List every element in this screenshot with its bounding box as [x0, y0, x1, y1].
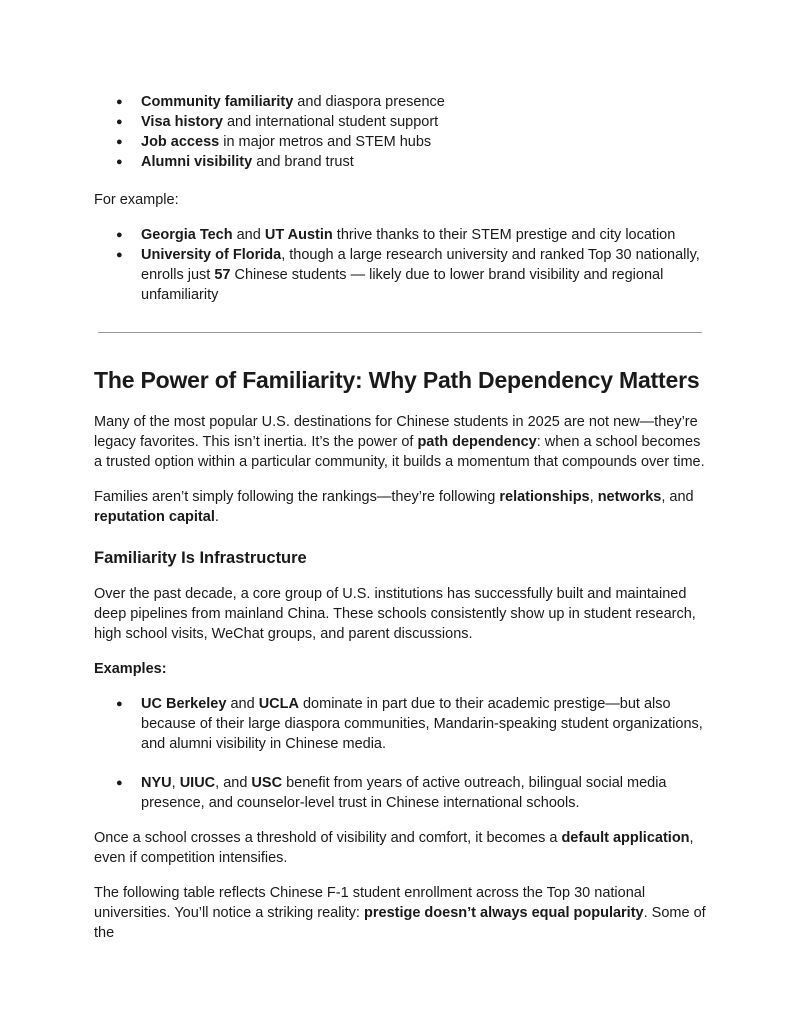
list-item: ● UC Berkeley and UCLA dominate in part due to their academic prestige—but also because of their large diaspora communities, Mandarin-speaking student organizations, and alumni visibility in Chinese media.	[94, 694, 706, 754]
subsection-heading: Familiarity Is Infrastructure	[94, 549, 307, 567]
horizontal-divider	[98, 332, 702, 333]
paragraph: Many of the most popular U.S. destinations for Chinese students in 2025 are not new—they’re legacy favorites. This isn’t inertia. It’s the power of path dependency: when a school becomes a trusted option within a particular community, it builds a momentum that compounds over time.	[94, 414, 705, 470]
list-item: ● University of Florida, though a large research university and ranked Top 30 nationally, enrolls just 57 Chinese students — likely due to lower brand visibility and regional unfamiliarity	[94, 245, 706, 305]
examples-label: Examples:	[94, 661, 167, 677]
paragraph: Over the past decade, a core group of U.S. institutions has successfully built and maintained deep pipelines from mainland China. These schools consistently show up in student research, high school visits, WeChat groups, and parent discussions.	[94, 586, 696, 642]
example-list	[94, 694, 706, 813]
example-intro: For example:	[94, 192, 179, 208]
paragraph: Once a school crosses a threshold of visibility and comfort, it becomes a default application, even if competition intensifies.	[94, 830, 694, 866]
list-item: ● Georgia Tech and UT Austin thrive thanks to their STEM prestige and city location	[94, 225, 706, 245]
list-item: ● Visa history and international student support	[94, 112, 706, 132]
document-page	[94, 92, 706, 943]
list-item: ● Alumni visibility and brand trust	[94, 152, 706, 172]
paragraph: The following table reflects Chinese F-1 student enrollment across the Top 30 national universities. You’ll notice a striking reality: prestige doesn’t always equal popularity. Some of the	[94, 885, 706, 941]
list-item: ● Job access in major metros and STEM hubs	[94, 132, 706, 152]
list-item: ● NYU, UIUC, and USC benefit from years of active outreach, bilingual social media presence, and counselor-level trust in Chinese international schools.	[94, 773, 706, 813]
factor-list	[94, 92, 706, 172]
list-item: ● Community familiarity and diaspora presence	[94, 92, 706, 112]
paragraph: Families aren’t simply following the rankings—they’re following relationships, networks, and reputation capital.	[94, 489, 694, 525]
section-heading: The Power of Familiarity: Why Path Dependency Matters	[94, 367, 700, 393]
example-list	[94, 225, 706, 305]
